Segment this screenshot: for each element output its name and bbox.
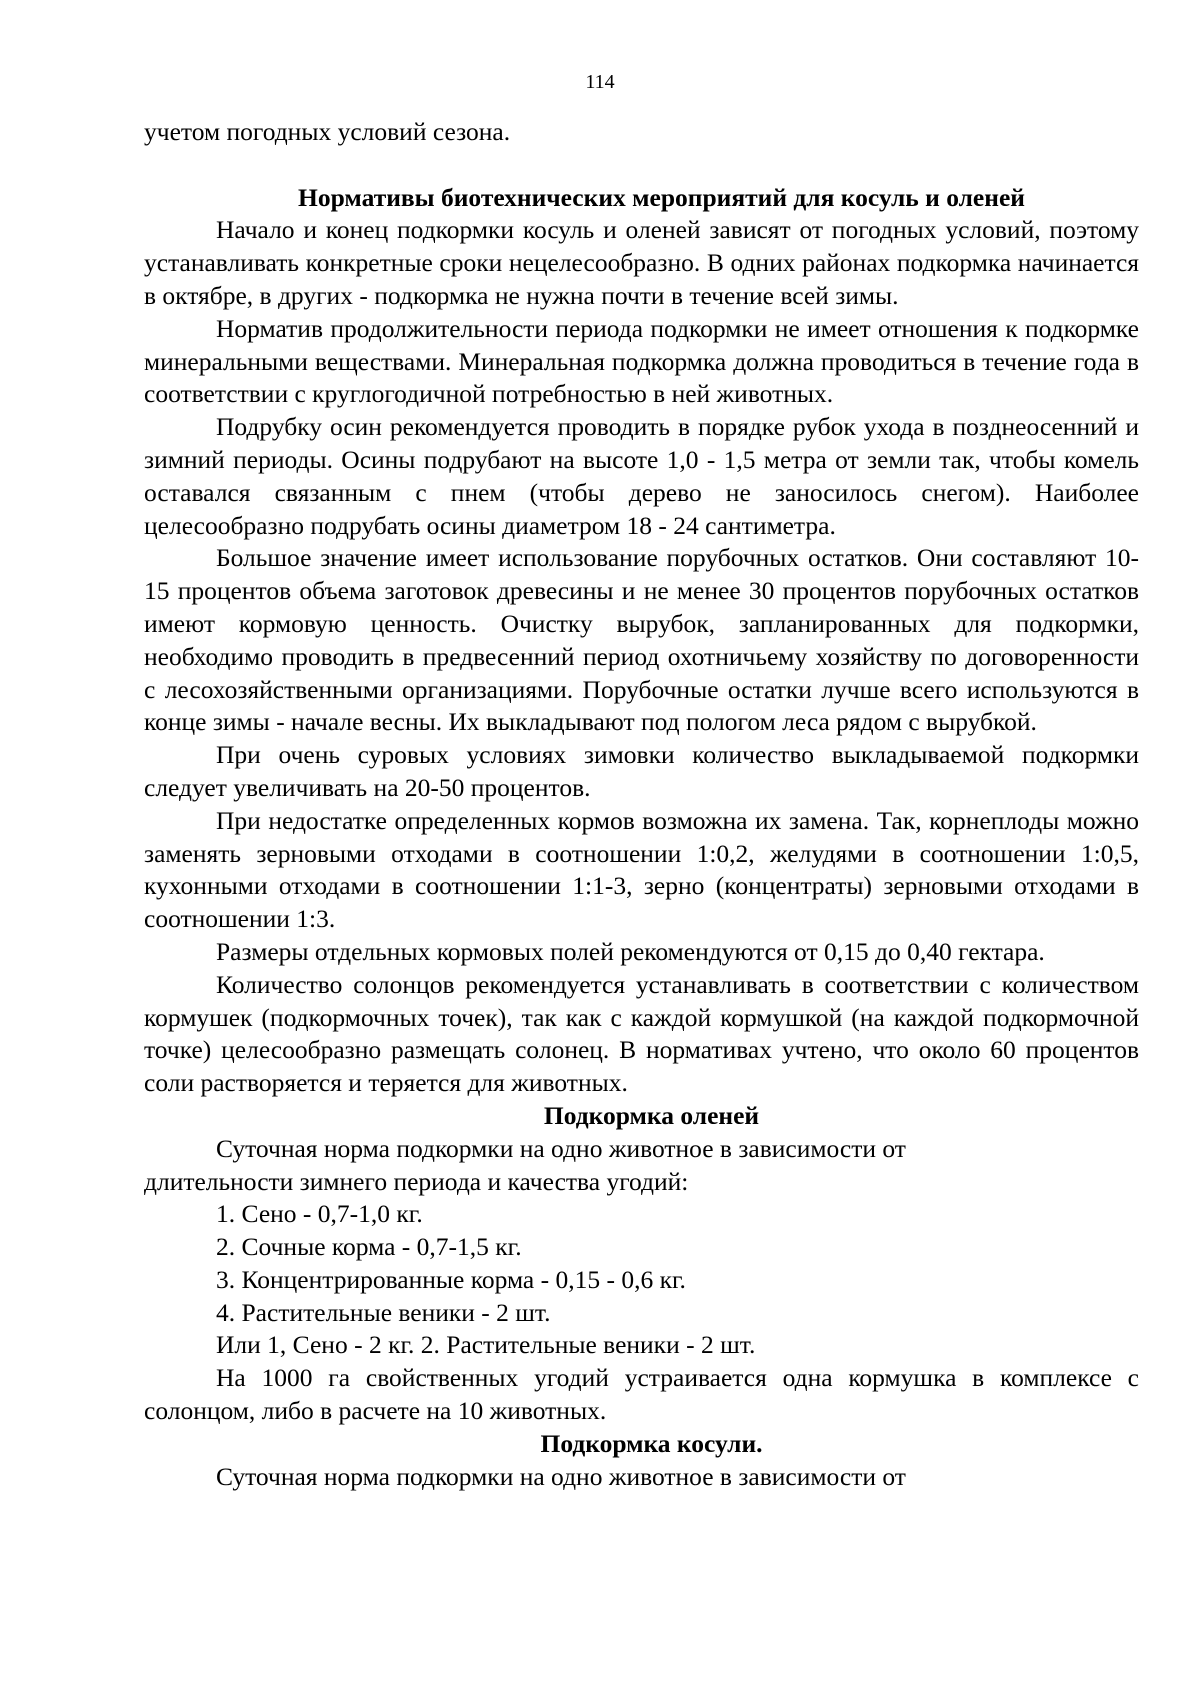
deer-intro-line: длительности зимнего периода и качества угодий:: [144, 1166, 689, 1196]
deer-feeding-title: Подкормка оленей: [543, 1100, 760, 1130]
deer-feeder-note: На 1000 га свойственных угодий устраивается одна кормушка в комплексе с солонцом, либо в расчете на 10 животных.: [144, 1363, 1139, 1426]
paragraph-feed-substitution: При недостатке определенных кормов возможна их замена. Так, корнеплоды можно заменять зерновыми отходами в соотношении 1:0,2, желудями в соотношении 1:0,5, кухонными отходами в соотношении 1:1-3, зерно (концентраты) зерновыми отходами в соотношении 1:3.: [144, 805, 1139, 934]
roe-feeding-title: Подкормка косули.: [540, 1428, 763, 1458]
section-title: Нормативы биотехнических мероприятий для косуль и оленей: [298, 182, 1025, 212]
paragraph-salt-licks: Количество солонцов рекомендуется устанавливать в соответствии с количеством кормушек (подкормочных точек), так как с каждой кормушкой (на каждой подкормочной точке) целесообразно размещать солонец. В нормативах учтено, что около 60 процентов соли растворяется и теряется для животных.: [144, 969, 1139, 1098]
paragraph-feeding-period: Начало и конец подкормки косуль и оленей зависят от погодных условий, поэтому устанавливать конкретные сроки нецелесообразно. В одних районах подкормка начинается в октябре, в других - подкормка не нужна почти в течение всей зимы.: [144, 215, 1139, 310]
paragraph-logging-residues: Большое значение имеет использование порубочных остатков. Они составляют 10-15 процентов объема заготовок древесины и не менее 30 процентов порубочных остатков имеют кормовую ценность. Очистку вырубок, запланированных для подкормки, необходимо проводить в предвесенний период охотничьему хозяйству по договоренности с лесохозяйственными организациями. Порубочные остатки лучше всего используются в конце зимы - начале весны. Их выкладывают под пологом леса рядом с вырубкой.: [144, 543, 1139, 737]
deer-ration-item: 3. Концентрированные корма - 0,15 - 0,6 кг.: [216, 1264, 686, 1294]
paragraph-mineral-feeding: Норматив продолжительности периода подкормки не имеет отношения к подкормке минеральными веществами. Минеральная подкормка должна проводиться в течение года в соответствии с круглогодичной потребностью в ней животных.: [144, 313, 1139, 409]
deer-ration-alternative: Или 1, Сено - 2 кг. 2. Растительные веники - 2 шт.: [216, 1330, 756, 1360]
spacer: [144, 149, 1139, 182]
paragraph-feed-fields: Размеры отдельных кормовых полей рекомендуются от 0,15 до 0,40 гектара.: [216, 936, 1045, 966]
page-number: 114: [585, 71, 615, 93]
document-body: [144, 116, 1139, 1493]
deer-intro-line: Суточная норма подкормки на одно животное в зависимости от: [216, 1133, 906, 1163]
deer-ration-item: 2. Сочные корма - 0,7-1,5 кг.: [216, 1232, 522, 1262]
paragraph-aspen-cutting: Подрубку осин рекомендуется проводить в порядке рубок ухода в позднеосенний и зимний периоды. Осины подрубают на высоте 1,0 - 1,5 метра от земли так, чтобы комель оставался связанным с пнем (чтобы дерево не заносилось снегом). Наиболее целесообразно подрубать осины диаметром 18 - 24 сантиметра.: [144, 412, 1139, 540]
deer-ration-item: 4. Растительные веники - 2 шт.: [216, 1297, 551, 1327]
roe-intro-line: Суточная норма подкормки на одно животное в зависимости от: [216, 1461, 906, 1491]
deer-ration-item: 1. Сено - 0,7-1,0 кг.: [216, 1199, 423, 1229]
paragraph-harsh-winter: При очень суровых условиях зимовки количество выкладываемой подкормки следует увеличивать на 20-50 процентов.: [144, 740, 1139, 802]
continuation-text: учетом погодных условий сезона.: [144, 117, 511, 146]
